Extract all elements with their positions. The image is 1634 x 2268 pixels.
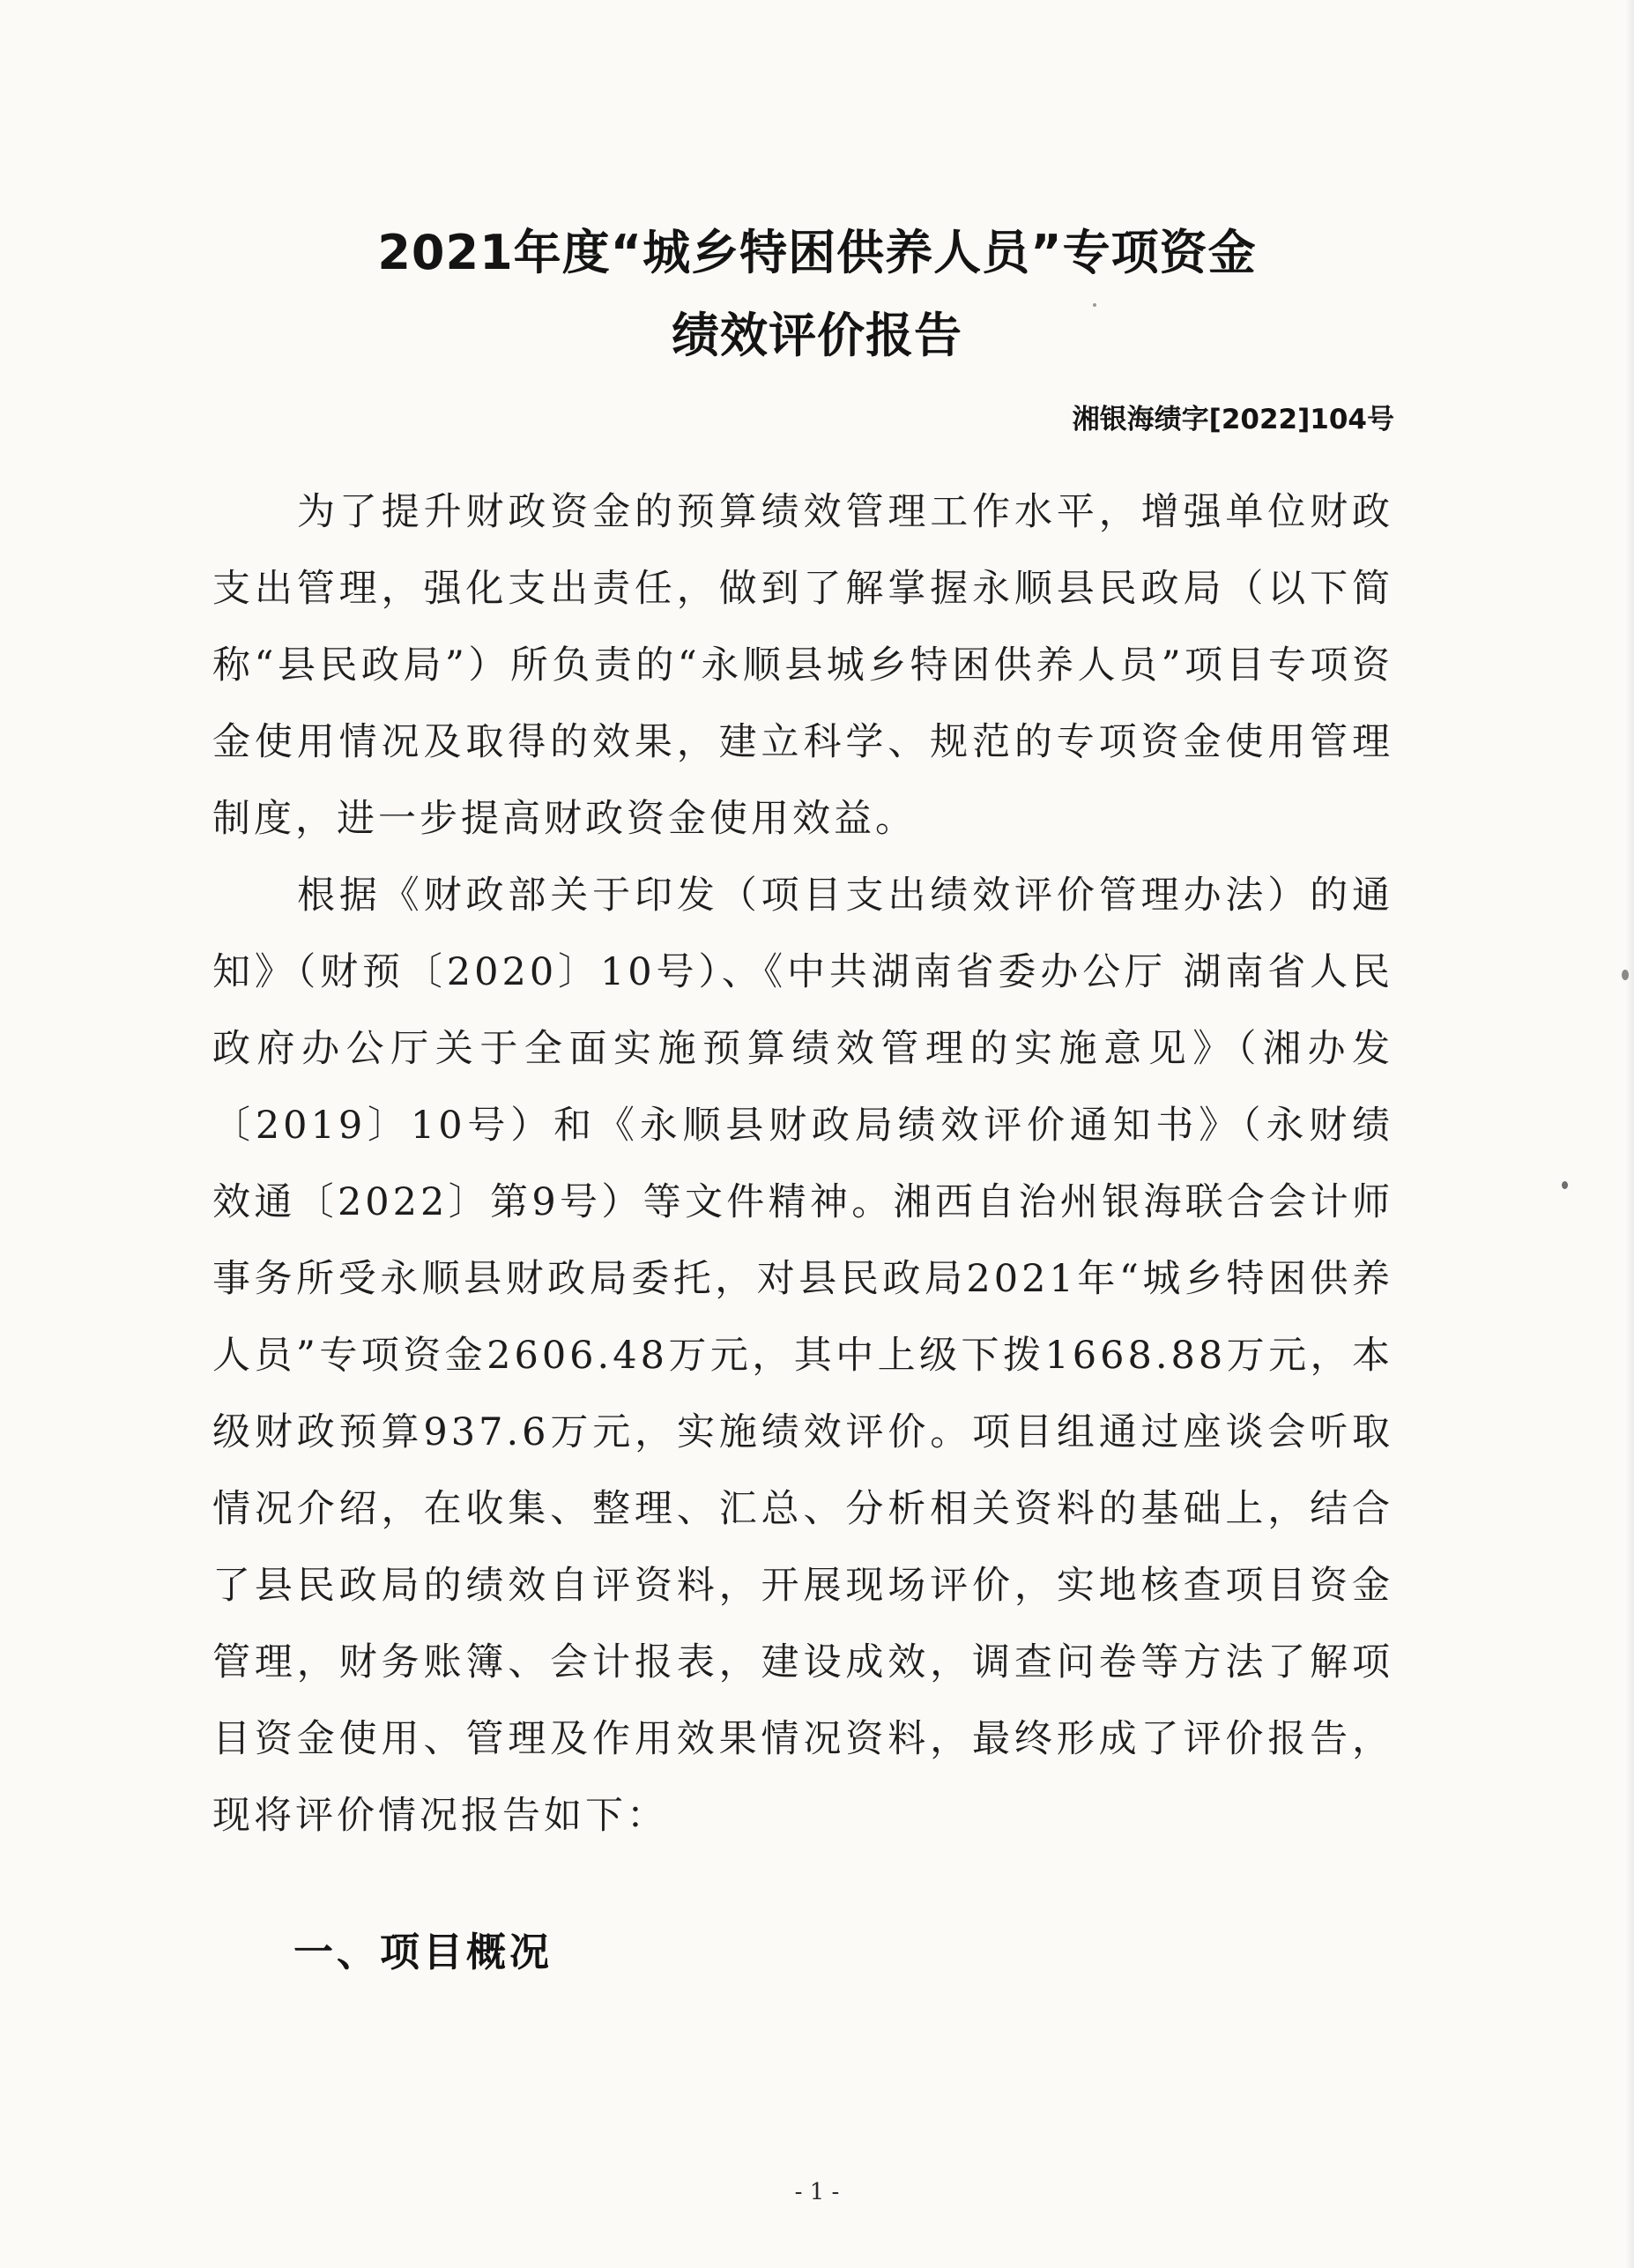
page-edge-shadow: [1625, 0, 1634, 2268]
body-paragraph-1: 为了提升财政资金的预算绩效管理工作水平，增强单位财政支出管理，强化支出责任，做到了解掌握永顺县民政局（以下简称“县民政局”）所负责的“永顺县城乡特困供养人员”项目专项资金使用情况及取得的效果，建立科学、规范的专项资金使用管理制度，进一步提高财政资金使用效益。: [212, 490, 1393, 841]
document-title-line-2: 绩效评价报告: [672, 308, 962, 363]
document-reference-number: 湘银海绩字[2022]104号: [1072, 404, 1394, 435]
section-heading-project-overview: 一、项目概况: [293, 1929, 553, 1975]
scan-speck: [1562, 1181, 1568, 1189]
page-number: - 1 -: [794, 2179, 840, 2205]
scan-speck: [1093, 303, 1096, 307]
body-paragraph-2: 根据《财政部关于印发（项目支出绩效评价管理办法）的通知》（财预〔2020〕10号）、《中共湖南省委办公厅 湖南省人民政府办公厅关于全面实施预算绩效管理的实施意见》（湘办发〔2019〕10号）和《永顺县财政局绩效评价通知书》（永财绩效通〔2022〕第9号）等文件精神。湘西自治州银海联合会计师事务所受永顺县财政局委托，对县民政局2021年“城乡特困供养人员”专项资金2606.48万元，其中上级下拨1668.88万元，本级财政预算937.6万元，实施绩效评价。项目组通过座谈会听取情况介绍，在收集、整理、汇总、分析相关资料的基础上，结合了县民政局的绩效自评资料，开展现场评价，实地核查项目资金管理，财务账簿、会计报表，建设成效，调查问卷等方法了解项目资金使用、管理及作用效果情况资料，最终形成了评价报告，现将评价情况报告如下：: [212, 874, 1393, 1838]
document-title-line-1: 2021年度“城乡特困供养人员”专项资金: [377, 225, 1257, 280]
document-body: [212, 474, 1393, 1855]
